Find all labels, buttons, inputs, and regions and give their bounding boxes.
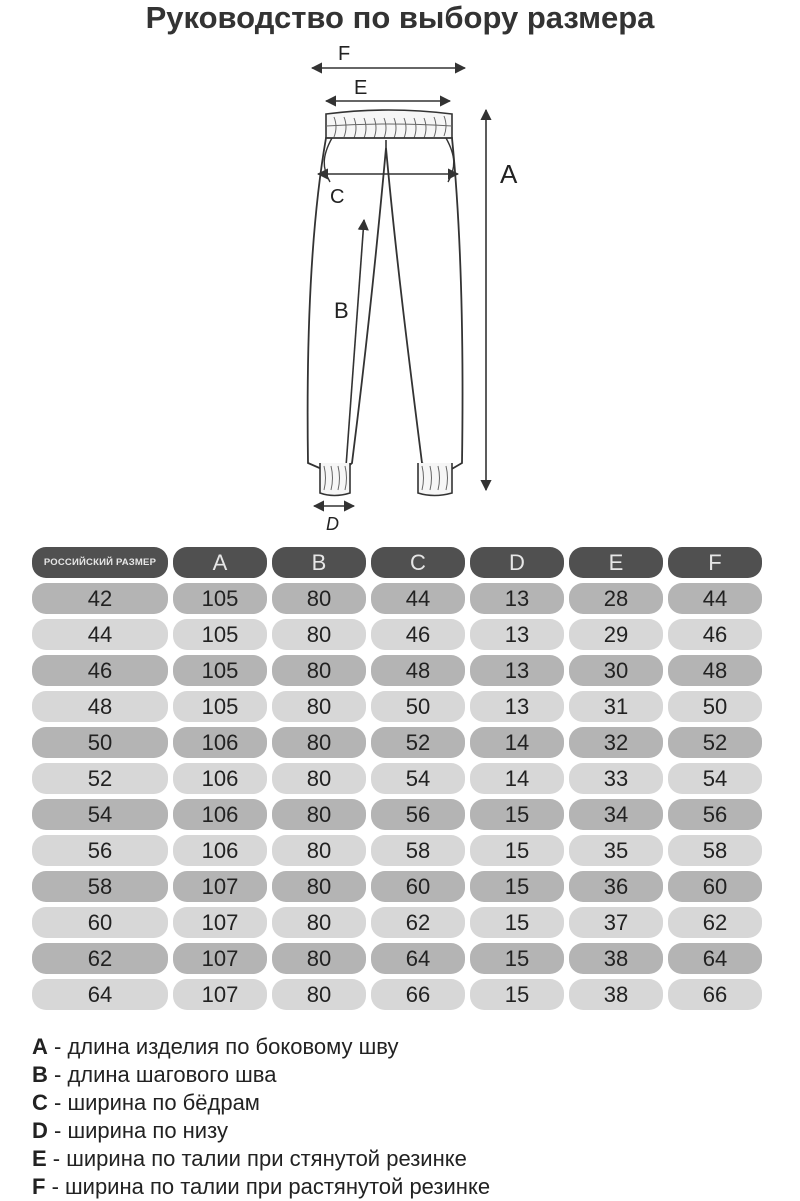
legend	[32, 1033, 772, 1201]
measure-cell: 35	[569, 835, 663, 866]
size-cell: 56	[32, 835, 168, 866]
size-table	[32, 547, 772, 1015]
measure-cell: 80	[272, 979, 366, 1010]
header-c: C	[371, 547, 465, 578]
measure-cell: 13	[470, 691, 564, 722]
measure-cell: 15	[470, 907, 564, 938]
measure-cell: 56	[668, 799, 762, 830]
size-cell: 50	[32, 727, 168, 758]
table-row	[32, 763, 772, 794]
legend-text: - ширина по низу	[47, 1118, 228, 1143]
measure-cell: 13	[470, 655, 564, 686]
legend-key: F	[32, 1174, 46, 1199]
legend-text: - длина шагового шва	[47, 1062, 277, 1087]
size-cell: 60	[32, 907, 168, 938]
measure-cell: 54	[371, 763, 465, 794]
pants-diagram	[290, 38, 530, 538]
measure-cell: 60	[371, 871, 465, 902]
measure-cell: 105	[173, 691, 267, 722]
table-row	[32, 907, 772, 938]
size-cell: 48	[32, 691, 168, 722]
measure-cell: 80	[272, 943, 366, 974]
measure-cell: 15	[470, 943, 564, 974]
measure-cell: 31	[569, 691, 663, 722]
size-cell: 58	[32, 871, 168, 902]
table-row	[32, 979, 772, 1010]
measure-cell: 36	[569, 871, 663, 902]
header-f: F	[668, 547, 762, 578]
measure-cell: 106	[173, 727, 267, 758]
table-row	[32, 691, 772, 722]
measure-cell: 15	[470, 871, 564, 902]
label-d: D	[326, 514, 339, 534]
legend-key: A	[32, 1034, 48, 1059]
legend-item	[32, 1061, 772, 1089]
measure-cell: 33	[569, 763, 663, 794]
measure-cell: 105	[173, 655, 267, 686]
legend-item	[32, 1173, 772, 1201]
measure-cell: 80	[272, 907, 366, 938]
measure-cell: 106	[173, 763, 267, 794]
header-e: E	[569, 547, 663, 578]
size-cell: 46	[32, 655, 168, 686]
legend-item	[32, 1089, 772, 1117]
size-cell: 42	[32, 583, 168, 614]
measure-cell: 66	[371, 979, 465, 1010]
header-d: D	[470, 547, 564, 578]
label-b: B	[334, 298, 349, 323]
size-cell: 52	[32, 763, 168, 794]
measure-cell: 58	[668, 835, 762, 866]
measure-cell: 48	[371, 655, 465, 686]
measure-cell: 30	[569, 655, 663, 686]
legend-key: C	[32, 1090, 48, 1115]
label-a: A	[500, 159, 518, 189]
header-russian-size: РОССИЙСКИЙ РАЗМЕР	[32, 547, 168, 578]
legend-item	[32, 1117, 772, 1145]
table-row	[32, 871, 772, 902]
table-row	[32, 583, 772, 614]
measure-cell: 28	[569, 583, 663, 614]
measure-cell: 38	[569, 943, 663, 974]
measure-cell: 80	[272, 727, 366, 758]
measure-cell: 66	[668, 979, 762, 1010]
measure-cell: 107	[173, 907, 267, 938]
measure-cell: 54	[668, 763, 762, 794]
measure-cell: 14	[470, 763, 564, 794]
measure-cell: 44	[371, 583, 465, 614]
measure-cell: 80	[272, 691, 366, 722]
measure-cell: 38	[569, 979, 663, 1010]
measure-cell: 80	[272, 799, 366, 830]
header-b: B	[272, 547, 366, 578]
measure-cell: 52	[668, 727, 762, 758]
measure-cell: 13	[470, 583, 564, 614]
measure-cell: 46	[371, 619, 465, 650]
size-cell: 54	[32, 799, 168, 830]
measure-cell: 37	[569, 907, 663, 938]
size-cell: 62	[32, 943, 168, 974]
table-row	[32, 943, 772, 974]
measure-cell: 34	[569, 799, 663, 830]
measure-cell: 15	[470, 835, 564, 866]
measure-cell: 48	[668, 655, 762, 686]
measure-cell: 80	[272, 763, 366, 794]
table-row	[32, 655, 772, 686]
measure-cell: 58	[371, 835, 465, 866]
measure-cell: 46	[668, 619, 762, 650]
legend-item	[32, 1033, 772, 1061]
measure-cell: 52	[371, 727, 465, 758]
measure-cell: 80	[272, 871, 366, 902]
legend-key: D	[32, 1118, 48, 1143]
measure-cell: 107	[173, 871, 267, 902]
measure-cell: 15	[470, 799, 564, 830]
measure-cell: 14	[470, 727, 564, 758]
measure-cell: 50	[371, 691, 465, 722]
measure-cell: 13	[470, 619, 564, 650]
table-row	[32, 619, 772, 650]
measure-cell: 62	[668, 907, 762, 938]
measure-cell: 50	[668, 691, 762, 722]
measure-cell: 29	[569, 619, 663, 650]
legend-key: E	[32, 1146, 47, 1171]
page-title: Руководство по выбору размера	[145, 0, 655, 35]
measure-cell: 106	[173, 835, 267, 866]
measure-cell: 15	[470, 979, 564, 1010]
measure-cell: 107	[173, 943, 267, 974]
header-a: A	[173, 547, 267, 578]
measure-cell: 106	[173, 799, 267, 830]
measure-cell: 56	[371, 799, 465, 830]
legend-text: - длина изделия по боковому шву	[47, 1034, 399, 1059]
measure-cell: 62	[371, 907, 465, 938]
legend-item	[32, 1145, 772, 1173]
legend-text: - ширина по бёдрам	[47, 1090, 260, 1115]
measure-cell: 32	[569, 727, 663, 758]
measure-cell: 105	[173, 619, 267, 650]
label-c: C	[330, 186, 345, 208]
size-cell: 64	[32, 979, 168, 1010]
measure-cell: 80	[272, 835, 366, 866]
table-header-row	[32, 547, 772, 578]
label-e: E	[354, 77, 368, 99]
measure-cell: 44	[668, 583, 762, 614]
label-f: F	[338, 43, 351, 65]
legend-key: B	[32, 1062, 48, 1087]
table-row	[32, 727, 772, 758]
measure-cell: 80	[272, 655, 366, 686]
measure-cell: 80	[272, 583, 366, 614]
table-row	[32, 799, 772, 830]
legend-text: - ширина по талии при растянутой резинке	[45, 1174, 491, 1199]
measure-cell: 105	[173, 583, 267, 614]
size-cell: 44	[32, 619, 168, 650]
measure-cell: 64	[371, 943, 465, 974]
measure-cell: 64	[668, 943, 762, 974]
measure-cell: 60	[668, 871, 762, 902]
measure-cell: 80	[272, 619, 366, 650]
legend-text: - ширина по талии при стянутой резинке	[46, 1146, 467, 1171]
table-row	[32, 835, 772, 866]
measure-cell: 107	[173, 979, 267, 1010]
